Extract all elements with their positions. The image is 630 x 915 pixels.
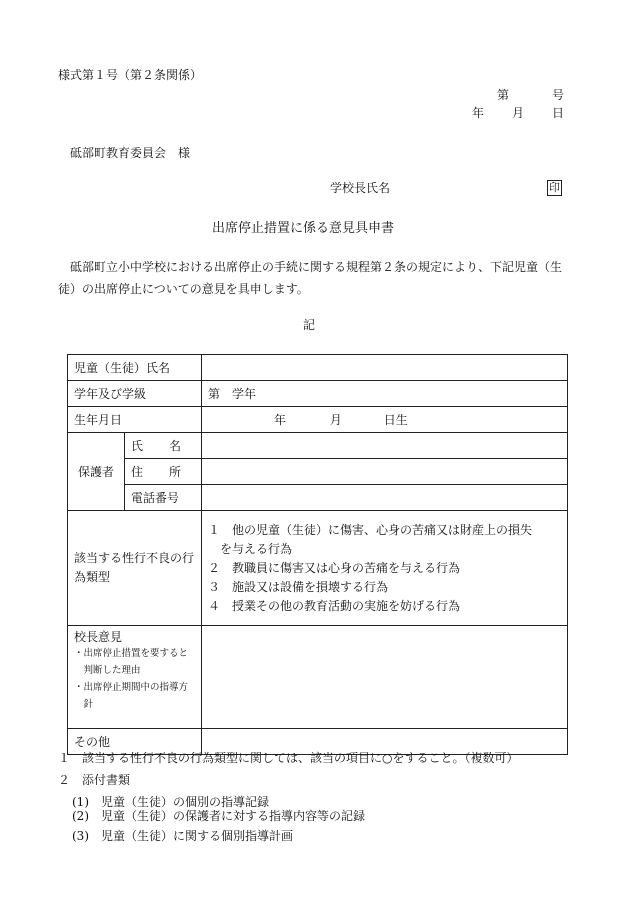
guardian-address-char-1: 住 [131, 464, 144, 479]
guardian-phone-field[interactable] [202, 485, 568, 511]
date-year: 年 [472, 106, 485, 120]
name-row [68, 355, 568, 381]
guardian-name-label [125, 433, 202, 459]
behavior-item[interactable]: １ 他の児童（生徒）に傷害、心身の苦痛又は財産上の損失 [208, 522, 533, 537]
note-2: ２ 添付書類 [58, 773, 131, 787]
date-month: 月 [512, 106, 525, 120]
attachment-item: (2) 児童（生徒）の保護者に対する指導内容等の記録 [72, 809, 366, 823]
opinion-note: ・出席停止措置を要すると [74, 648, 189, 659]
guardian-address-row [68, 459, 568, 485]
guardian-address-field[interactable] [202, 459, 568, 485]
birth-month-unit: 月 [329, 412, 342, 427]
student-name-label: 児童（生徒）氏名 [68, 355, 202, 381]
opinion-label-cell [68, 626, 202, 729]
birth-year-unit: 年 [274, 412, 287, 427]
behavior-type-list [202, 511, 568, 626]
guardian-label: 保護者 [68, 433, 125, 511]
seal-mark: 印 [549, 181, 560, 194]
birthdate-field[interactable] [202, 407, 568, 433]
form-number: 様式第１号（第２条関係） [58, 68, 203, 82]
birthdate-label: 生年月日 [68, 407, 202, 433]
behavior-item[interactable]: ３ 施設又は設備を損壊する行為 [208, 579, 389, 594]
attachment-item: (3) 児童（生徒）に関する個別指導計画 [72, 829, 293, 843]
guardian-name-char-2: 名 [168, 438, 181, 453]
grade-row [68, 381, 568, 407]
opinion-note: ・出席停止期間中の指導方 [74, 682, 189, 693]
intro-paragraph: 砥部町立小中学校における出席停止の手続に関する規程第２条の規定により、下記児童（生徒）の出席停止についての意見を具申します。 [58, 260, 563, 296]
guardian-name-row [68, 433, 568, 459]
doc-no-prefix: 第 [497, 88, 510, 102]
ki-heading: 記 [303, 318, 316, 332]
opinion-row [68, 626, 568, 729]
guardian-address-label [125, 459, 202, 485]
attachment-item: (1) 児童（生徒）の個別の指導記録 [72, 795, 269, 809]
principal-name-label: 学校長氏名 [330, 181, 391, 195]
behavior-row [68, 511, 568, 626]
birth-day-unit: 日生 [383, 412, 408, 427]
behavior-type-label: 該当する性行不良の行為類型 [68, 511, 202, 626]
opinion-note: 判断した理由 [74, 665, 141, 676]
date-day: 日 [552, 106, 565, 120]
behavior-item-continued: を与える行為 [208, 541, 293, 556]
grade-field[interactable]: 第 学年 [202, 381, 568, 407]
guardian-phone-label: 電話番号 [125, 485, 202, 511]
behavior-item[interactable]: ４ 授業その他の教育活動の実施を妨げる行為 [208, 598, 461, 613]
guardian-address-char-2: 所 [168, 464, 181, 479]
document-title: 出席停止措置に係る意見具申書 [212, 221, 395, 236]
guardian-name-char-1: 氏 [131, 438, 144, 453]
guardian-name-field[interactable] [202, 433, 568, 459]
birth-row [68, 407, 568, 433]
doc-no-suffix: 号 [552, 88, 565, 102]
opinion-label: 校長意見 [74, 630, 123, 644]
note-1: １ 該当する性行不良の行為類型に関しては、該当の項目に○をすること。（複数可） [58, 751, 519, 765]
opinion-field[interactable] [202, 626, 568, 729]
student-name-field[interactable] [202, 355, 568, 381]
opinion-note: 針 [74, 699, 94, 710]
grade-label: 学年及び学級 [68, 381, 202, 407]
behavior-item[interactable]: ２ 教職員に傷害又は心身の苦痛を与える行為 [208, 560, 461, 575]
guardian-phone-row [68, 485, 568, 511]
addressee: 砥部町教育委員会 様 [70, 146, 191, 160]
student-info-table [67, 354, 568, 755]
other-label: その他 [68, 729, 202, 755]
